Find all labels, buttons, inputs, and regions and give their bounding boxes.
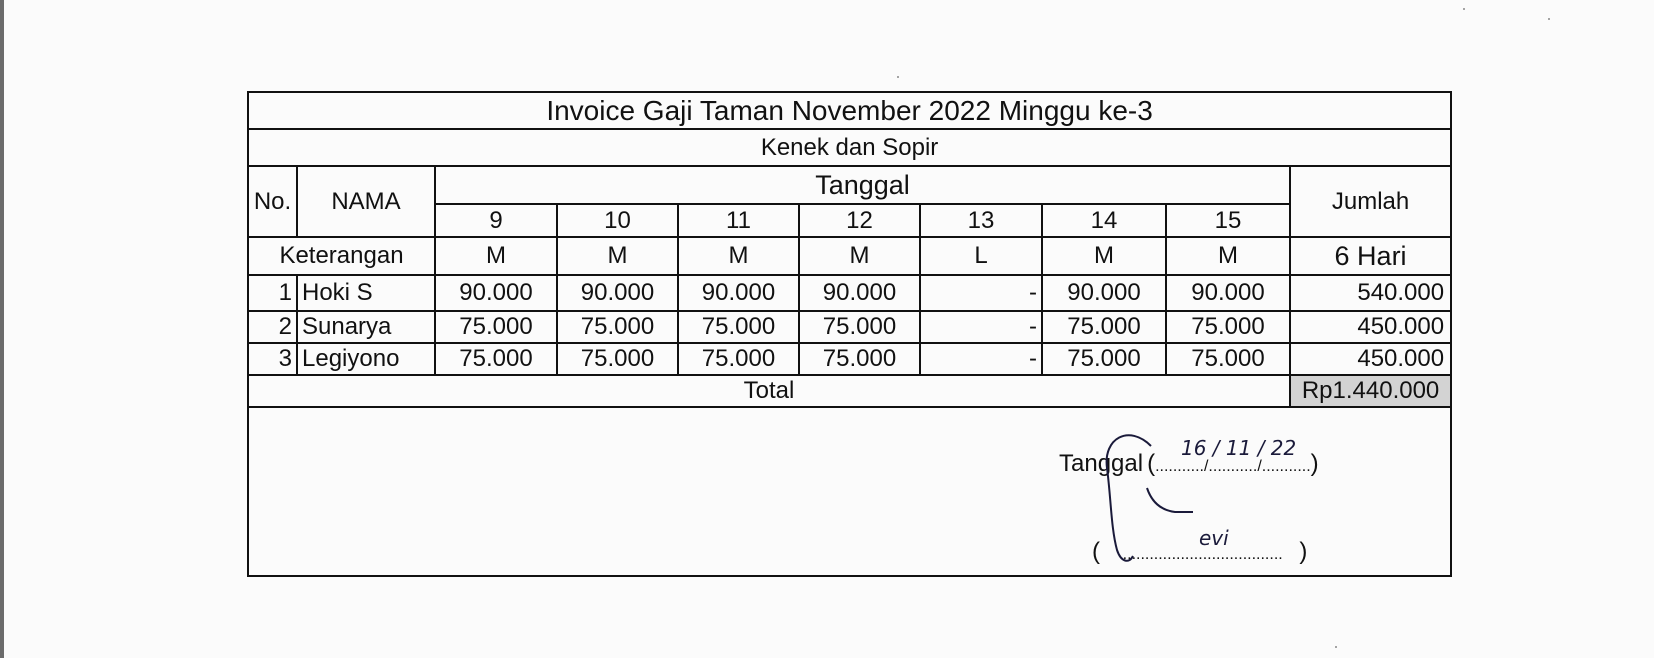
row-value: 90.000: [1166, 275, 1290, 311]
keterangan-label: Keterangan: [249, 237, 435, 275]
row-value: 75.000: [1166, 311, 1290, 343]
keterangan-cell: M: [1042, 237, 1166, 275]
row-name: Sunarya: [297, 311, 435, 343]
signature-name-dots: ....................................: [1122, 546, 1283, 563]
invoice-title: Invoice Gaji Taman November 2022 Minggu ke-3: [249, 93, 1450, 129]
row-value: 75.000: [1042, 343, 1166, 375]
scan-speck: [1463, 8, 1465, 10]
header-no: No.: [249, 166, 297, 237]
keterangan-cell: M: [678, 237, 799, 275]
keterangan-cell: L: [920, 237, 1042, 275]
row-value: 75.000: [1166, 343, 1290, 375]
table-row: [249, 343, 1450, 375]
signature-name-close: ): [1299, 538, 1308, 565]
date-cell: 10: [557, 204, 678, 237]
invoice-table: [249, 93, 1450, 408]
row-name: Hoki S: [297, 275, 435, 311]
row-value: 90.000: [1042, 275, 1166, 311]
row-value: 75.000: [799, 343, 920, 375]
keterangan-cell: M: [1166, 237, 1290, 275]
row-jumlah: 540.000: [1290, 275, 1450, 311]
header-jumlah: Jumlah: [1290, 166, 1450, 237]
row-value: 75.000: [435, 311, 557, 343]
row-value: 75.000: [557, 343, 678, 375]
handwritten-date: 16 / 11 / 22: [1181, 436, 1297, 460]
row-value: 90.000: [435, 275, 557, 311]
keterangan-cell: M: [435, 237, 557, 275]
date-cell: 12: [799, 204, 920, 237]
signature-date-close: ): [1310, 450, 1319, 477]
row-value: -: [920, 275, 1042, 311]
row-value: 75.000: [799, 311, 920, 343]
row-value: 75.000: [1042, 311, 1166, 343]
scan-speck: [897, 76, 899, 78]
signature-date-dots: .........../.........../...........: [1155, 458, 1311, 475]
table-row: [249, 275, 1450, 311]
date-cell: 9: [435, 204, 557, 237]
keterangan-total: 6 Hari: [1290, 237, 1450, 275]
row-jumlah: 450.000: [1290, 343, 1450, 375]
date-cell: 13: [920, 204, 1042, 237]
row-jumlah: 450.000: [1290, 311, 1450, 343]
table-row: [249, 311, 1450, 343]
row-number: 2: [249, 311, 297, 343]
row-name: Legiyono: [297, 343, 435, 375]
row-number: 3: [249, 343, 297, 375]
total-row: [249, 375, 1450, 407]
row-value: -: [920, 343, 1042, 375]
date-cell: 14: [1042, 204, 1166, 237]
signature-name-open: (: [1092, 538, 1100, 565]
row-value: 75.000: [435, 343, 557, 375]
invoice-sheet: [247, 91, 1452, 577]
keterangan-cell: M: [557, 237, 678, 275]
date-cell: 11: [678, 204, 799, 237]
row-value: 90.000: [678, 275, 799, 311]
scan-speck: [1548, 18, 1550, 20]
keterangan-cell: M: [799, 237, 920, 275]
row-value: 75.000: [557, 311, 678, 343]
total-label: Total: [249, 375, 1290, 407]
total-value: Rp1.440.000: [1290, 375, 1450, 407]
row-value: 90.000: [799, 275, 920, 311]
row-number: 1: [249, 275, 297, 311]
header-nama: NAMA: [297, 166, 435, 237]
scan-edge: [0, 0, 4, 658]
signature-area: [249, 408, 1450, 566]
header-tanggal: Tanggal: [435, 166, 1290, 204]
row-value: 75.000: [678, 311, 799, 343]
scan-speck: [1335, 646, 1337, 648]
row-value: 75.000: [678, 343, 799, 375]
signature-date-label: Tanggal: [1059, 450, 1144, 477]
invoice-subtitle: Kenek dan Sopir: [249, 129, 1450, 166]
signature-date-open: (: [1147, 450, 1156, 477]
date-cell: 15: [1166, 204, 1290, 237]
keterangan-row: [249, 237, 1450, 275]
row-value: -: [920, 311, 1042, 343]
row-value: 90.000: [557, 275, 678, 311]
handwritten-name: evi: [1199, 526, 1229, 550]
